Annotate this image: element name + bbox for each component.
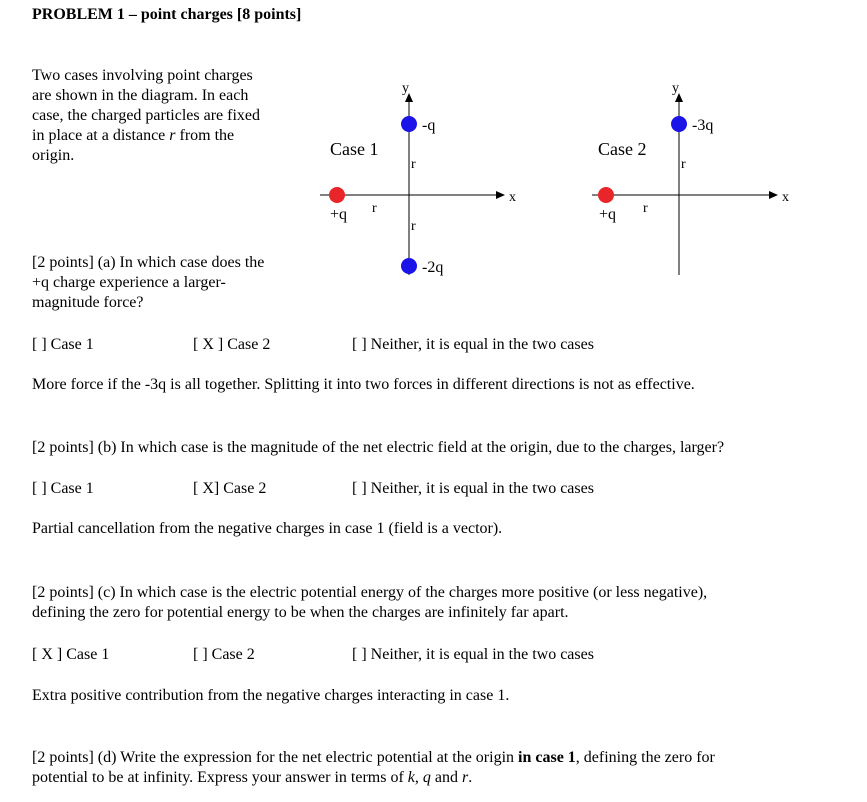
intro-line-5: origin. (32, 147, 75, 164)
intro-line-3: case, the charged particles are fixed (32, 107, 261, 124)
part-b-question: [2 points] (b) In which case is the magnitude of the net electric field at the origin, due to the charges, larger? (32, 439, 725, 456)
case1-r-down: r (411, 219, 416, 234)
part-a-option-neither[interactable]: [ ] Neither, it is equal in the two cases (352, 336, 594, 353)
intro-line-2: are shown in the diagram. In each (32, 87, 249, 104)
part-d-question: [2 points] (d) Write the expression for the net electric potential at the origin in case 1, defining the zero for potential to be at infinity. Express your answer in terms of k, q and r. (32, 749, 715, 786)
part-a-option-case1[interactable]: [ ] Case 1 (32, 336, 94, 353)
case2-charge-plus-q-label: +q (599, 206, 617, 223)
case1-charge-minus-2q (401, 258, 417, 274)
part-a-option-case2[interactable]: [ X ] Case 2 (193, 336, 271, 353)
problem-title: PROBLEM 1 – point charges [8 points] (32, 6, 302, 23)
part-c-option-case1[interactable]: [ X ] Case 1 (32, 646, 110, 663)
intro-line-4: in place at a distance r from the (32, 127, 235, 144)
intro-line-1: Two cases involving point charges (32, 67, 253, 84)
case2-x-arrow (769, 191, 778, 199)
case1-charge-plus-q (329, 187, 345, 203)
part-c-answer: Extra positive contribution from the negative charges interacting in case 1. (32, 687, 510, 704)
part-b-option-case1[interactable]: [ ] Case 1 (32, 480, 94, 497)
case1-y-label: y (402, 81, 409, 96)
part-b-answer: Partial cancellation from the negative charges in case 1 (field is a vector). (32, 520, 503, 537)
part-c-option-case2[interactable]: [ ] Case 2 (193, 646, 255, 663)
case1-charge-minus-2q-label: -2q (422, 259, 444, 276)
case2-diagram (592, 81, 789, 275)
case2-label: Case 2 (598, 139, 647, 159)
case1-charge-minus-q-label: -q (422, 117, 436, 134)
part-c-option-neither[interactable]: [ ] Neither, it is equal in the two cases (352, 646, 594, 663)
case1-r-left: r (372, 201, 377, 216)
r-variable: r (169, 127, 176, 144)
part-b-option-neither[interactable]: [ ] Neither, it is equal in the two cases (352, 480, 594, 497)
case2-x-label: x (782, 190, 789, 205)
part-a-question: [2 points] (a) In which case does the +q charge experience a larger- magnitude force? (32, 254, 265, 311)
case2-charge-plus-q (598, 187, 614, 203)
case2-y-label: y (672, 81, 679, 96)
case1-x-label: x (509, 190, 516, 205)
case1-charge-minus-q (401, 116, 417, 132)
case2-charge-minus-3q-label: -3q (692, 117, 714, 134)
case1-x-arrow (496, 191, 505, 199)
case1-r-up: r (411, 157, 416, 172)
case1-label: Case 1 (330, 139, 379, 159)
part-b-option-case2[interactable]: [ X] Case 2 (193, 480, 267, 497)
case2-r-left: r (643, 201, 648, 216)
part-c-question: [2 points] (c) In which case is the electric potential energy of the charges more positive (or less negative), defining the zero for potential energy to be when the charges are infinitely far apart. (32, 584, 708, 621)
case1-diagram (320, 81, 516, 276)
case2-r-up: r (681, 157, 686, 172)
part-a-answer: More force if the -3q is all together. Splitting it into two forces in different directions is not as effective. (32, 376, 695, 393)
case2-charge-minus-3q (671, 116, 687, 132)
case1-charge-plus-q-label: +q (330, 206, 348, 223)
